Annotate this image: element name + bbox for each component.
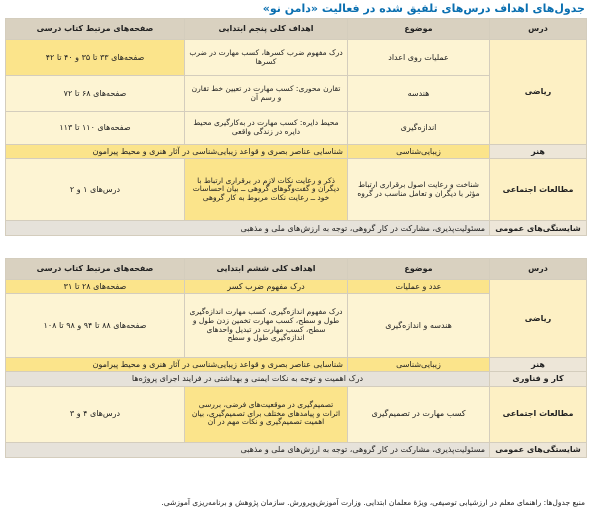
topic-cell: اندازه‌گیری [348, 112, 490, 145]
table-grade5 [5, 18, 587, 236]
pages-cell: صفحه‌های ۶۸ تا ۷۲ [6, 76, 185, 112]
source-note: منبع جدول‌ها: راهنمای معلم در ارزشیابی توصیفی، ویژهٔ معلمان ابتدایی. وزارت آموزش‌وپرورش. سازمان پژوهش و برنامه‌ریزی آموزشی. [161, 498, 585, 507]
subject-competencies: شایستگی‌های عمومی [490, 442, 587, 457]
subject-art: هنر [490, 358, 587, 372]
goal-cell: درک مفهوم ضرب کسرها، کسب مهارت در ضرب کسرها [185, 40, 348, 76]
goal-cell: محیط دایره: کسب مهارت در به‌کارگیری محیط دایره در زندگی واقعی [185, 112, 348, 145]
table-row [6, 386, 587, 442]
pages-cell: صفحه‌های ۱۱۰ تا ۱۱۳ [6, 112, 185, 145]
header-subject: درس [490, 259, 587, 280]
topic-cell: زیبایی‌شناسی [348, 358, 490, 372]
subject-art: هنر [490, 145, 587, 159]
goal-cell: شناسایی عناصر بصری و قواعد زیبایی‌شناسی در آثار هنری و محیط پیرامون [6, 358, 348, 372]
table-header [6, 259, 587, 280]
goal-cell: شناسایی عناصر بصری و قواعد زیبایی‌شناسی در آثار هنری و محیط پیرامون [6, 145, 348, 159]
competencies-cell: مسئولیت‌پذیری، مشارکت در کار گروهی، توجه به ارزش‌های ملی و مذهبی [6, 221, 490, 236]
table-row [6, 280, 587, 294]
goal-cell: درک مفهوم ضرب کسر [185, 280, 348, 294]
subject-social: مطالعات اجتماعی [490, 386, 587, 442]
topic-cell: هندسه [348, 76, 490, 112]
table-row [6, 221, 587, 236]
table-grade6 [5, 258, 587, 458]
header-pages: صفحه‌های مرتبط کتاب درسی [6, 259, 185, 280]
pages-cell: صفحه‌های ۳۳ تا ۳۵ و ۴۰ تا ۴۲ [6, 40, 185, 76]
subject-social: مطالعات اجتماعی [490, 159, 587, 221]
table-row [6, 40, 587, 76]
goal-cell: درک مفهوم اندازه‌گیری، کسب مهارت اندازه‌گیری طول و سطح، کسب مهارت تخمین زدن طول و سطح، کسب مهارت در تبدیل واحدهای اندازه‌گیری طول و سطح [185, 294, 348, 358]
table-row [6, 442, 587, 457]
topic-cell: زیبایی‌شناسی [348, 145, 490, 159]
table-row [6, 145, 587, 159]
table-header [6, 19, 587, 40]
topic-cell: عملیات روی اعداد [348, 40, 490, 76]
table-row [6, 159, 587, 221]
topic-cell: شناخت و رعایت اصول برقراری ارتباط مؤثر با دیگران و تعامل مناسب در گروه [348, 159, 490, 221]
table-row [6, 358, 587, 372]
pages-cell: صفحه‌های ۸۸ تا ۹۴ و ۹۸ تا ۱۰۸ [6, 294, 185, 358]
table-row [6, 372, 587, 386]
pages-cell: درس‌های ۱ و ۲ [6, 159, 185, 221]
competencies-cell: مسئولیت‌پذیری، مشارکت در کار گروهی، توجه به ارزش‌های ملی و مذهبی [6, 442, 490, 457]
topic-cell: عدد و عملیات [348, 280, 490, 294]
topic-cell: هندسه و اندازه‌گیری [348, 294, 490, 358]
header-subject: درس [490, 19, 587, 40]
goal-cell: تقارن محوری: کسب مهارت در تعیین خط تقارن و رسم آن [185, 76, 348, 112]
pages-cell: صفحه‌های ۲۸ تا ۳۱ [6, 280, 185, 294]
page-title: جدول‌های اهداف درس‌های تلفیق شده در فعالیت «دامن نو» [262, 2, 585, 15]
goal-cell: ذکر و رعایت نکات لازم در برقراری ارتباط با دیگران و گفت‌وگوهای گروهی ــ بیان احساسات خود ــ رعایت نکات مربوط به کار گروهی [185, 159, 348, 221]
goal-cell: تصمیم‌گیری در موقعیت‌های فرضی، بررسی اثرات و پیامدهای مختلف برای تصمیم‌گیری، بیان اهمیت تصمیم‌گیری و نکات مهم در آن [185, 386, 348, 442]
subject-math: ریاضی [490, 280, 587, 358]
header-topic: موضوع [348, 19, 490, 40]
topic-cell: کسب مهارت در تصمیم‌گیری [348, 386, 490, 442]
header-pages: صفحه‌های مرتبط کتاب درسی [6, 19, 185, 40]
header-topic: موضوع [348, 259, 490, 280]
header-goals: اهداف کلی ششم ابتدایی [185, 259, 348, 280]
subject-competencies: شایستگی‌های عمومی [490, 221, 587, 236]
subject-work-tech: کار و فناوری [490, 372, 587, 386]
pages-cell: درس‌های ۴ و ۳ [6, 386, 185, 442]
work-tech-cell: درک اهمیت و توجه به نکات ایمنی و بهداشتی در فرایند اجرای پروژه‌ها [6, 372, 490, 386]
header-goals: اهداف کلی پنجم ابتدایی [185, 19, 348, 40]
subject-math: ریاضی [490, 40, 587, 145]
